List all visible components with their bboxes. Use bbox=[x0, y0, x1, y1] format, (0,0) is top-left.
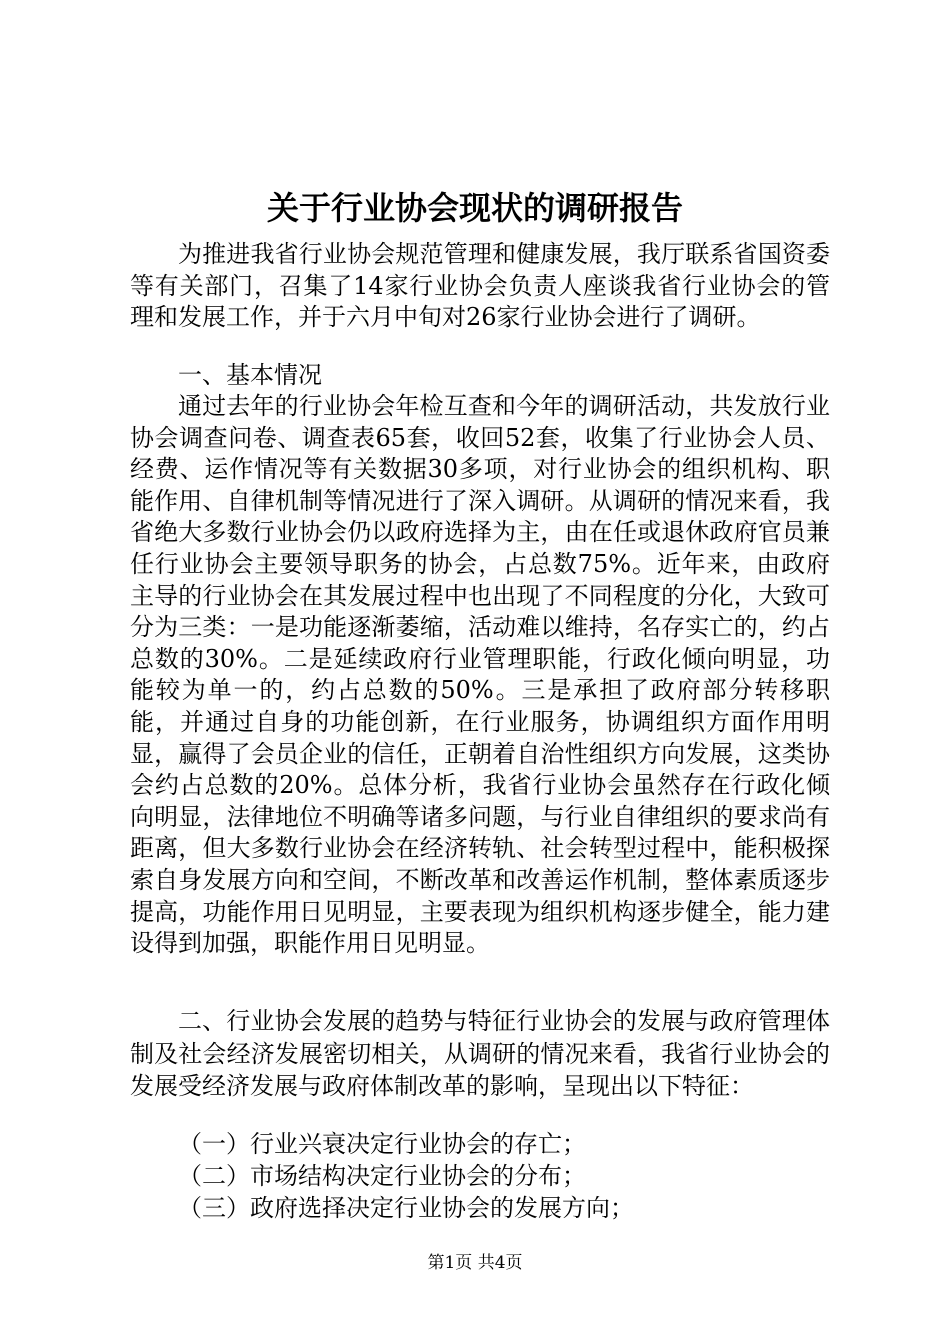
basic-situation-paragraph: 通过去年的行业协会年检互查和今年的调研活动，共发放行业协会调查问卷、调查表65套，收回52套，收集了行业协会人员、经费、运作情况等有关数据30多项，对行业协会的组织机构、职能作用、自律机制等情况进行了深入调研。从调研的情况来看，我省绝大多数行业协会仍以政府选择为主，由在任或退休政府官员兼任行业协会主要领导职务的协会，占总数75%。近年来，由政府主导的行业协会在其发展过程中也出现了不同程度的分化，大致可分为三类：一是功能逐渐萎缩，活动难以维持，名存实亡的，约占总数的30%。二是延续政府行业管理职能，行政化倾向明显，功能较为单一的，约占总数的50%。三是承担了政府部分转移职能，并通过自身的功能创新，在行业服务，协调组织方面作用明显，赢得了会员企业的信任，正朝着自治性组织方向发展，这类协会约占总数的20%。总体分析，我省行业协会虽然存在行政化倾向明显，法律地位不明确等诸多问题，与行业自律组织的要求尚有距离，但大多数行业协会在经济转轨、社会转型过程中，能积极探索自身发展方向和空间，不断改革和改善运作机制，整体素质逐步提高，功能作用日见明显，主要表现为组织机构逐步健全，能力建设得到加强，职能作用日见明显。 bbox=[130, 392, 830, 958]
document-title: 关于行业协会现状的调研报告 bbox=[266, 189, 683, 227]
section-heading-basic-situation: 一、基本情况 bbox=[178, 361, 322, 389]
intro-paragraph: 为推进我省行业协会规范管理和健康发展，我厅联系省国资委等有关部门，召集了14家行业协会负责人座谈我省行业协会的管理和发展工作，并于六月中旬对26家行业协会进行了调研。 bbox=[130, 240, 830, 332]
section-heading-trends-features: 二、行业协会发展的趋势与特征行业协会的发展与政府管理体制及社会经济发展密切相关，从调研的情况来看，我省行业协会的发展受经济发展与政府体制改革的影响，呈现出以下特征： bbox=[130, 1007, 830, 1100]
subpoint-2: （二）市场结构决定行业协会的分布； bbox=[178, 1162, 586, 1190]
page-footer: 第1页 共4页 bbox=[427, 1253, 523, 1273]
subpoint-1: （一）行业兴衰决定行业协会的存亡； bbox=[178, 1130, 586, 1158]
subpoint-3: （三）政府选择决定行业协会的发展方向； bbox=[178, 1194, 634, 1222]
